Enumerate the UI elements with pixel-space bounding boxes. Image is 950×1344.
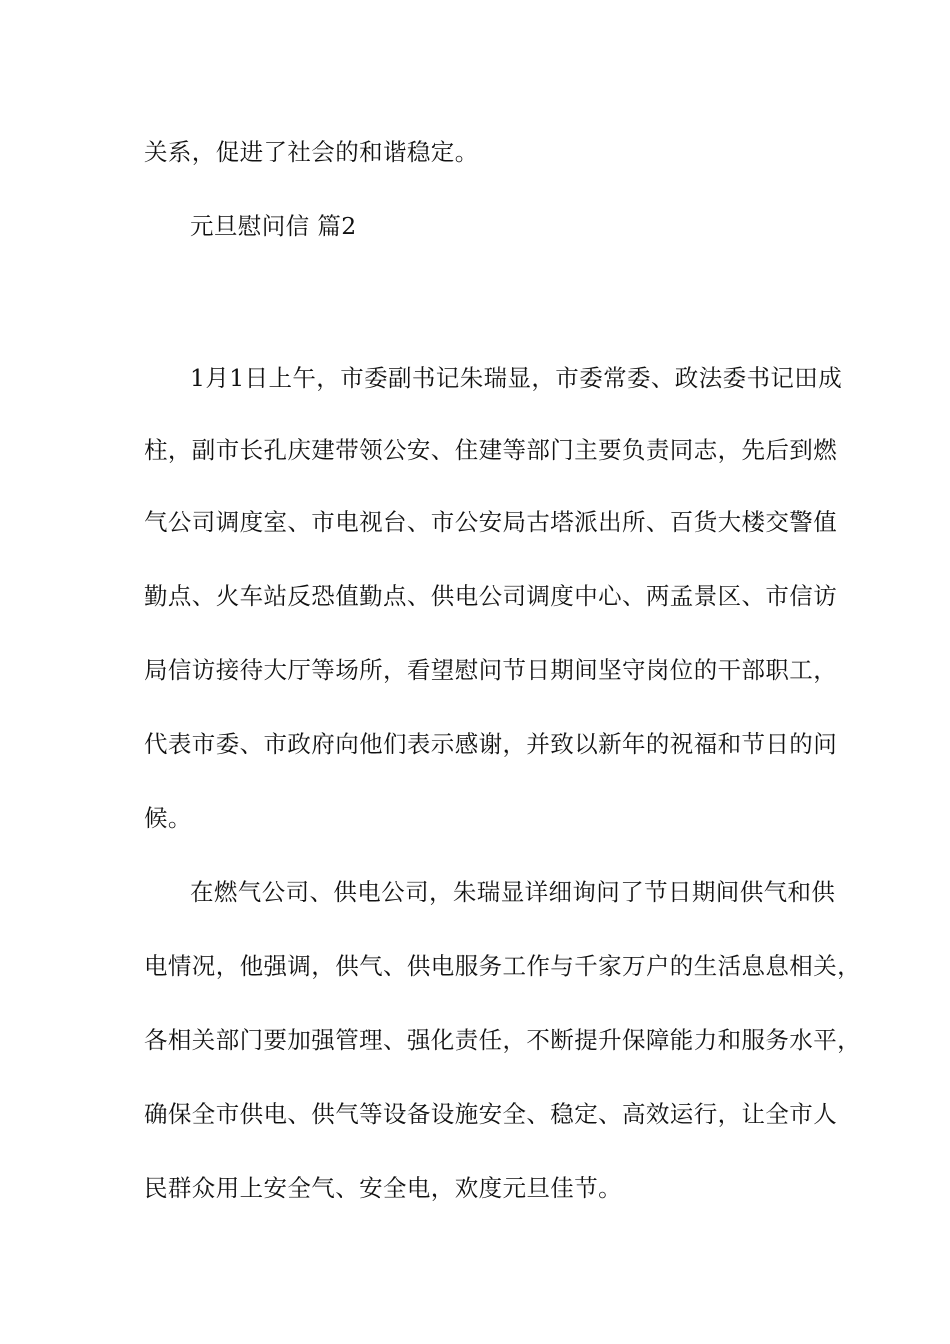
paragraph-line: 气公司调度室、市电视台、市公安局古塔派出所、百货大楼交警值 [144,508,838,536]
paragraph-line: 各相关部门要加强管理、强化责任，不断提升保障能力和服务水平， [144,1026,861,1054]
paragraph-line: 电情况，他强调，供气、供电服务工作与千家万户的生活息息相关， [144,952,861,980]
paragraph-line: 1月1日上午，市委副书记朱瑞显，市委常委、政法委书记田成 [190,364,843,392]
section-heading: 元旦慰问信 篇2 [190,212,357,240]
paragraph-line: 候。 [144,804,192,832]
paragraph-line: 民群众用上安全气、安全电，欢度元旦佳节。 [144,1174,622,1202]
paragraph-line: 代表市委、市政府向他们表示感谢，并致以新年的祝福和节日的问 [144,730,838,758]
paragraph-line: 在燃气公司、供电公司，朱瑞显详细询问了节日期间供气和供 [190,878,836,906]
paragraph-line: 关系，促进了社会的和谐稳定。 [144,138,479,166]
paragraph-line: 柱，副市长孔庆建带领公安、住建等部门主要负责同志，先后到燃 [144,436,838,464]
paragraph-line: 勤点、火车站反恐值勤点、供电公司调度中心、两孟景区、市信访 [144,582,838,610]
paragraph-line: 确保全市供电、供气等设备设施安全、稳定、高效运行，让全市人 [144,1100,838,1128]
paragraph-line: 局信访接待大厅等场所，看望慰问节日期间坚守岗位的干部职工， [144,656,838,684]
